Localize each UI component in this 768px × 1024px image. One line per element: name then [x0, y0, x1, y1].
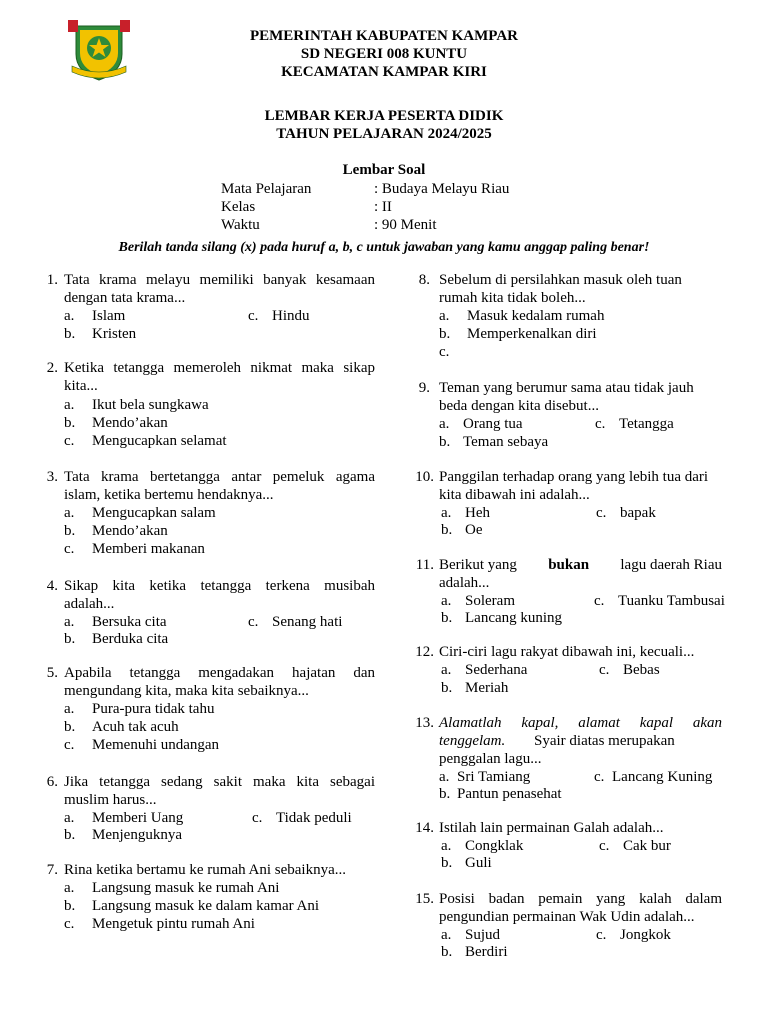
- question-text: muslim harus...: [64, 792, 157, 808]
- question-text: Jika tetangga sedang sakit maka kita sebagai: [64, 774, 375, 790]
- question-text: kita...: [64, 378, 98, 394]
- option-a[interactable]: a. Sujud: [441, 927, 501, 943]
- question-text: Sebelum di persilahkan masuk oleh tuan: [439, 272, 682, 288]
- option-c[interactable]: c. Jongkok: [596, 927, 671, 943]
- option-c[interactable]: c. bapak: [596, 505, 656, 521]
- question-number: 8.: [418, 272, 430, 288]
- option-c[interactable]: c. Tidak peduli: [252, 810, 352, 826]
- option-c[interactable]: c.: [439, 344, 450, 360]
- emphasis-word: bukan: [548, 557, 590, 573]
- question-text: Posisi badan pemain yang kalah dalam: [439, 891, 722, 907]
- option-c[interactable]: c. Hindu: [248, 308, 310, 324]
- option-c[interactable]: c. Cak bur: [599, 838, 671, 854]
- option-b[interactable]: b. Teman sebaya: [439, 434, 549, 450]
- option-c[interactable]: c. Mengetuk pintu rumah Ani: [64, 916, 255, 932]
- option-b[interactable]: b. Langsung masuk ke dalam kamar Ani: [64, 898, 320, 914]
- class-label: Kelas: [221, 199, 256, 215]
- option-c[interactable]: c. Memenuhi undangan: [64, 737, 220, 753]
- question-number: 2.: [46, 360, 58, 376]
- question-number: 10.: [415, 469, 434, 485]
- question-text: penggalan lagu...: [439, 751, 542, 767]
- question-text: mengundang kita, maka kita sebaiknya...: [64, 683, 309, 699]
- question-text: islam, ketika bertemu hendaknya...: [64, 487, 274, 503]
- option-a[interactable]: a. Bersuka cita: [64, 614, 167, 630]
- question-text: Teman yang berumur sama atau tidak jauh: [439, 380, 694, 396]
- option-c[interactable]: c. Memberi makanan: [64, 541, 205, 557]
- option-b[interactable]: b. Menjenguknya: [64, 827, 182, 843]
- question-number: 3.: [46, 469, 58, 485]
- question-number: 9.: [418, 380, 430, 396]
- option-b[interactable]: b. Mendo’akan: [64, 415, 168, 431]
- option-b[interactable]: b. Mendo’akan: [64, 523, 168, 539]
- option-c[interactable]: c. Senang hati: [248, 614, 343, 630]
- question-number: 1.: [46, 272, 58, 288]
- question-text: Alamatlah kapal, alamat kapal akan: [439, 715, 722, 731]
- option-a[interactable]: a. Mengucapkan salam: [64, 505, 216, 521]
- option-c[interactable]: c. Mengucapkan selamat: [64, 433, 227, 449]
- option-b[interactable]: b. Berduka cita: [64, 631, 169, 647]
- class-value: : II: [374, 199, 392, 215]
- time-value: : 90 Menit: [374, 217, 437, 233]
- question-text: Sikap kita ketika tetangga terkena musibah: [64, 578, 375, 594]
- question-number: 7.: [46, 862, 58, 878]
- question-text: beda dengan kita disebut...: [439, 398, 599, 414]
- question-text: Tata krama bertetangga antar pemeluk agama: [64, 469, 375, 485]
- district-name: KECAMATAN KAMPAR KIRI: [281, 64, 487, 80]
- option-a[interactable]: a. Soleram: [441, 593, 515, 609]
- school-name: SD NEGERI 008 KUNTU: [300, 46, 468, 62]
- option-a[interactable]: a. Heh: [441, 505, 490, 521]
- question-text: rumah kita tidak boleh...: [439, 290, 586, 306]
- time-label: Waktu: [221, 217, 260, 233]
- question-text: Ketika tetangga memeroleh nikmat maka sikap: [64, 360, 375, 376]
- option-a[interactable]: a. Sri Tamiang: [439, 769, 531, 785]
- question-text: adalah...: [64, 596, 115, 612]
- option-c[interactable]: c. Tetangga: [595, 416, 674, 432]
- option-b[interactable]: b. Oe: [441, 522, 483, 538]
- question-text: Ciri-ciri lagu rakyat dibawah ini, kecuali...: [439, 644, 695, 660]
- option-c[interactable]: c. Bebas: [599, 662, 660, 678]
- question-number: 4.: [46, 578, 58, 594]
- option-a[interactable]: a. Langsung masuk ke rumah Ani: [64, 880, 280, 896]
- instruction-text: Berilah tanda silang (x) pada huruf a, b, c untuk jawaban yang kamu anggap paling benar!: [118, 240, 650, 255]
- option-a[interactable]: a. Sederhana: [441, 662, 528, 678]
- option-a[interactable]: a. Islam: [64, 308, 126, 324]
- question-text: pengundian permainan Wak Udin adalah...: [439, 909, 695, 925]
- question-number: 15.: [415, 891, 434, 907]
- option-a[interactable]: a. Congklak: [441, 838, 524, 854]
- sheet-label: Lembar Soal: [342, 162, 426, 178]
- question-text: Panggilan terhadap orang yang lebih tua dari: [439, 469, 709, 485]
- worksheet-title: LEMBAR KERJA PESERTA DIDIK: [264, 108, 504, 124]
- option-a[interactable]: a. Masuk kedalam rumah: [439, 308, 605, 324]
- question-text: tenggelam. Syair diatas merupakan: [439, 733, 675, 749]
- question-number: 6.: [46, 774, 58, 790]
- question-text: adalah...: [439, 575, 490, 591]
- option-c[interactable]: c. Lancang Kuning: [594, 769, 713, 785]
- question-text: Rina ketika bertamu ke rumah Ani sebaiknya...: [64, 862, 347, 878]
- question-number: 14.: [415, 820, 434, 836]
- question-number: 13.: [415, 715, 434, 731]
- subject-label: Mata Pelajaran: [221, 181, 312, 197]
- subject-value: : Budaya Melayu Riau: [374, 181, 510, 197]
- academic-year: TAHUN PELAJARAN 2024/2025: [276, 126, 492, 142]
- option-b[interactable]: b. Memperkenalkan diri: [439, 326, 597, 342]
- government-name: PEMERINTAH KABUPATEN KAMPAR: [249, 28, 519, 44]
- option-b[interactable]: b. Kristen: [64, 326, 137, 342]
- question-number: 12.: [415, 644, 434, 660]
- question-text: Apabila tetangga mengadakan hajatan dan: [64, 665, 375, 681]
- option-b[interactable]: b. Acuh tak acuh: [64, 719, 179, 735]
- question-text: Berikut yang bukan lagu daerah Riau: [439, 557, 722, 573]
- question-text: kita dibawah ini adalah...: [439, 487, 590, 503]
- option-a[interactable]: a. Orang tua: [439, 416, 523, 432]
- question-number: 5.: [46, 665, 58, 681]
- question-text: Tata krama melayu memiliki banyak kesamaan: [64, 272, 375, 288]
- question-text: Istilah lain permainan Galah adalah...: [439, 820, 664, 836]
- option-a[interactable]: a. Memberi Uang: [64, 810, 184, 826]
- option-b[interactable]: b. Meriah: [441, 680, 509, 696]
- option-b[interactable]: b. Lancang kuning: [441, 610, 563, 626]
- option-b[interactable]: b. Pantun penasehat: [439, 786, 562, 802]
- question-number: 11.: [415, 557, 434, 573]
- option-b[interactable]: b. Guli: [441, 855, 492, 871]
- option-a[interactable]: a. Ikut bela sungkawa: [64, 397, 209, 413]
- option-b[interactable]: b. Berdiri: [441, 944, 508, 960]
- option-a[interactable]: a. Pura-pura tidak tahu: [64, 701, 215, 717]
- question-text: dengan tata krama...: [64, 290, 186, 306]
- option-c[interactable]: c. Tuanku Tambusai: [594, 593, 725, 609]
